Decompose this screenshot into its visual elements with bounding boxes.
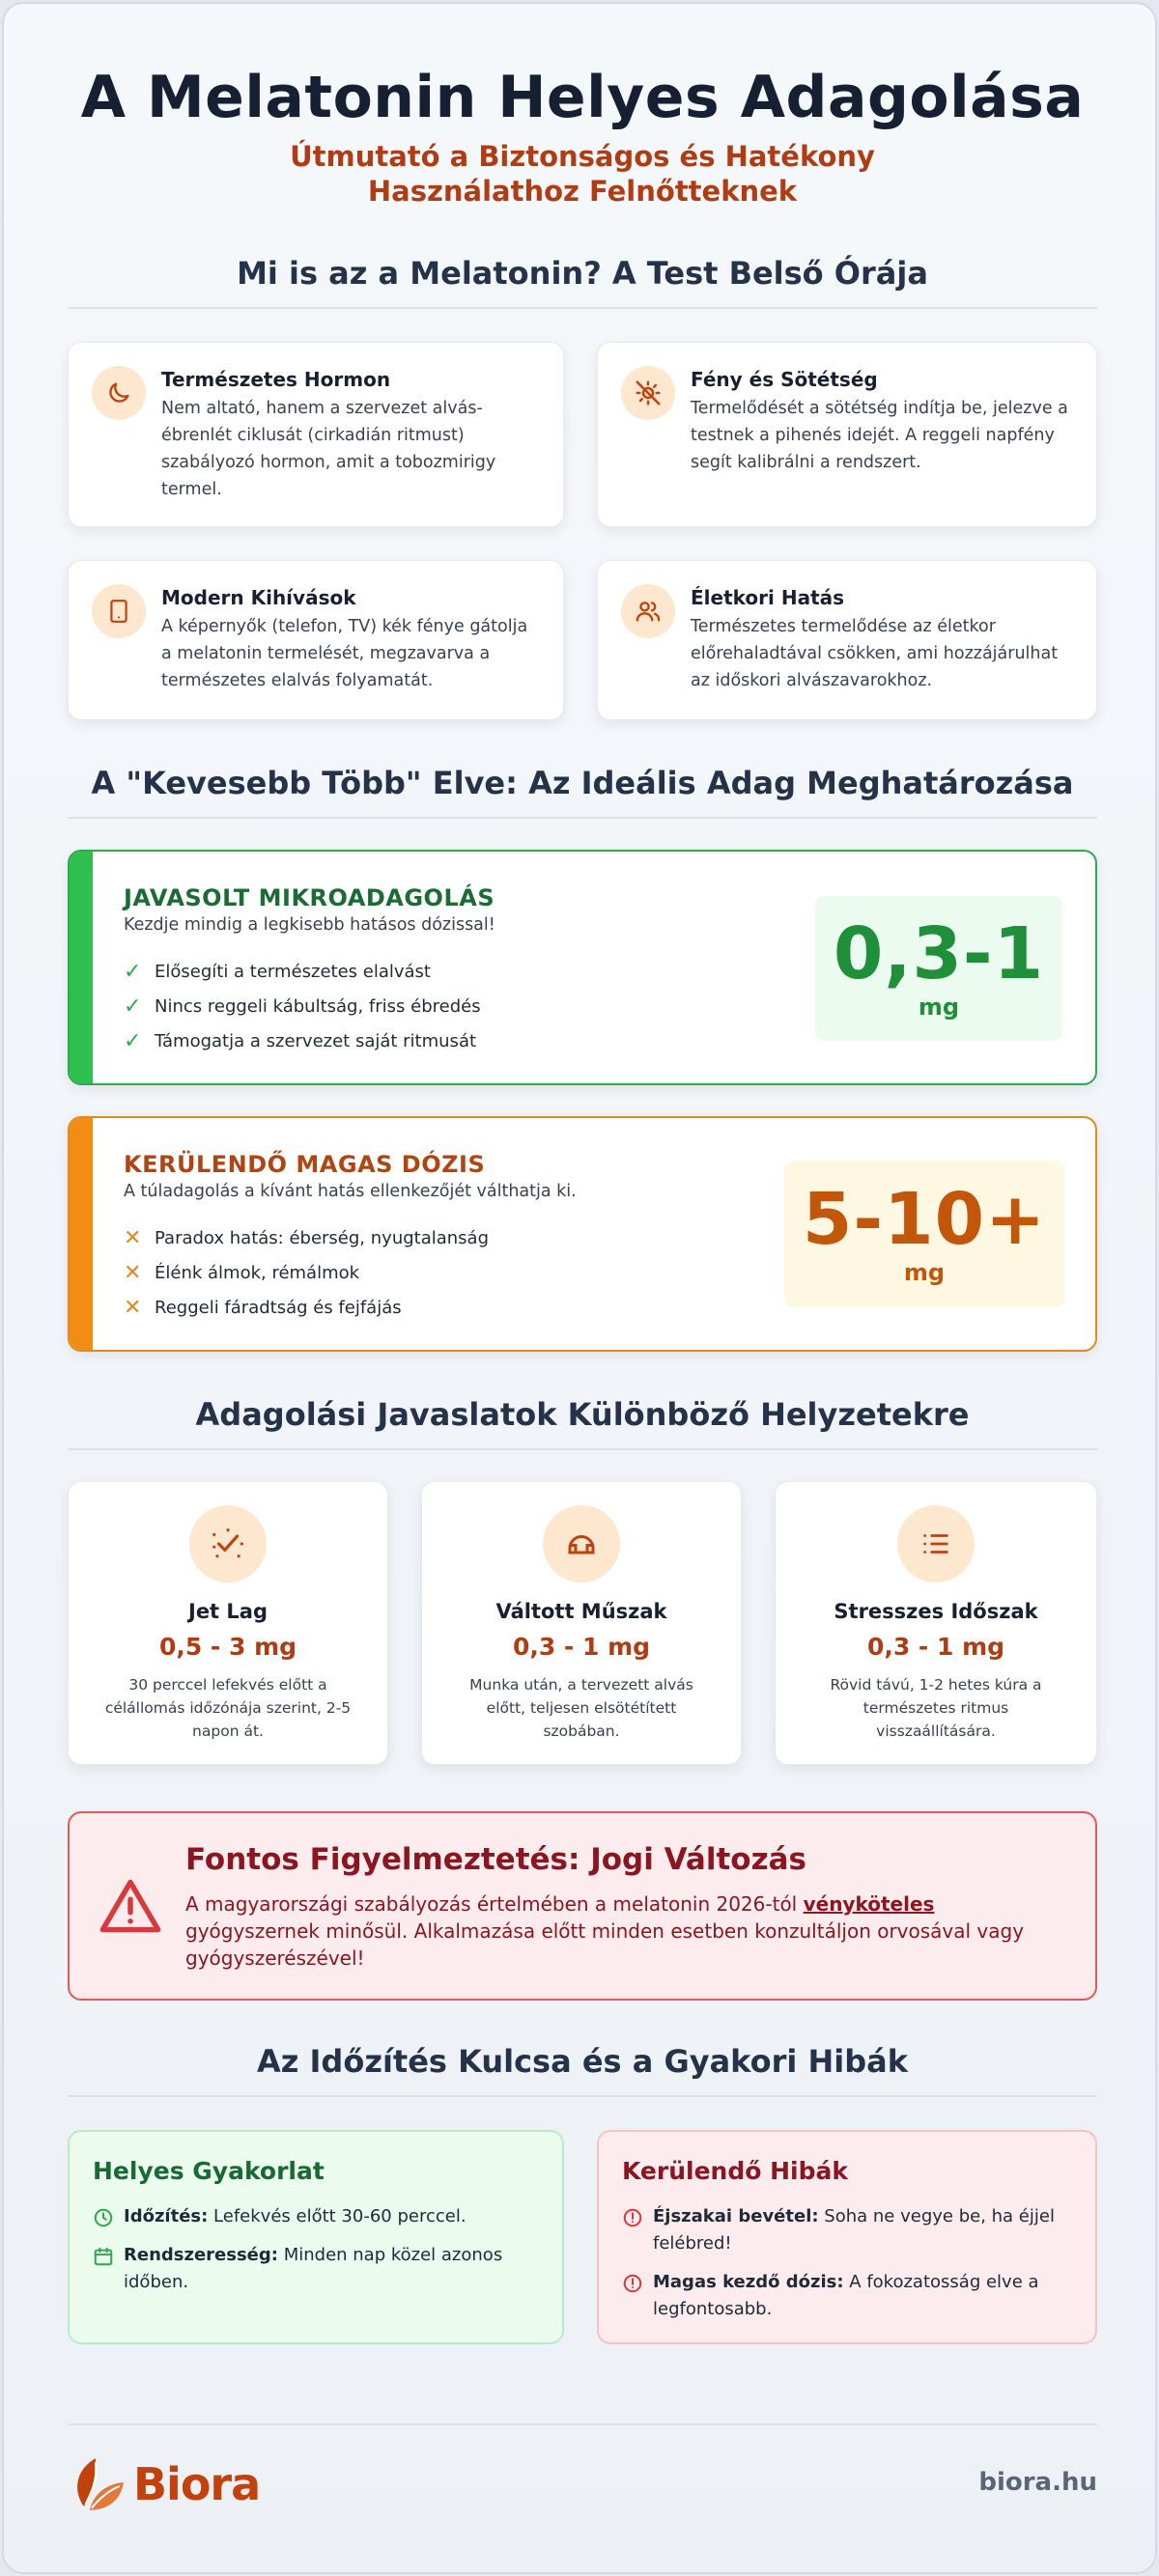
page-title: A Melatonin Helyes Adagolása <box>80 64 1085 131</box>
dose-section-title: A "Kevesebb Több" Elve: Az Ideális Adag Meghatározása <box>91 765 1074 801</box>
high-dose-value: 5-10+ <box>802 1178 1047 1261</box>
recommended-dose-value: 0,3-1 <box>833 912 1045 995</box>
tablet-icon <box>92 584 146 638</box>
list-icon <box>897 1505 975 1582</box>
high-dose-title: KERÜLENDŐ MAGAS DÓZIS <box>124 1151 486 1178</box>
situation-dose: 0,5 - 3 mg <box>158 1633 297 1661</box>
info-card-title: Fény és Sötétség <box>691 368 878 391</box>
check-icon: ✓ <box>124 994 142 1019</box>
high-dose-unit: mg <box>903 1259 946 1286</box>
situation-card-jetlag <box>68 1481 388 1765</box>
alert-circle-icon <box>622 2203 653 2232</box>
high-dose-effects-list <box>124 1220 489 1325</box>
info-card-title: Életkori Hatás <box>691 586 845 609</box>
brand-logo[interactable] <box>68 2454 260 2514</box>
info-card-text: A képernyők (telefon, TV) kék fénye gátolja a melatonin termelését, megzavarva a természetes elalvás folyamatát. <box>161 617 528 690</box>
list-item: Magas kezdő dózis: A fokozatosság elve a legfontosabb. <box>622 2269 1072 2323</box>
check-icon: ✓ <box>124 959 142 984</box>
situations-section-title: Adagolási Javaslatok Különböző Helyzetekre <box>195 1396 970 1433</box>
list-item-text: Támogatja a szervezet saját ritmusát <box>155 1030 477 1051</box>
accent-bar <box>70 1118 93 1350</box>
good-practice-card <box>68 2130 564 2344</box>
sun-off-icon <box>621 366 675 420</box>
common-mistakes-title: Kerülendő Hibák <box>622 2157 848 2185</box>
good-practice-title: Helyes Gyakorlat <box>93 2157 325 2185</box>
list-item: Éjszakai bevétel: Soha ne vegye be, ha éjjel felébred! <box>622 2203 1072 2257</box>
info-card-screens <box>68 560 564 720</box>
info-card-title: Természetes Hormon <box>161 368 391 391</box>
high-dose-subtitle: A túladagolás a kívánt hatás ellenkezőjét válthatja ki. <box>124 1182 577 1201</box>
check-icon: ✓ <box>124 1028 142 1053</box>
situation-dose: 0,3 - 1 mg <box>866 1633 1005 1661</box>
list-item <box>124 1220 489 1255</box>
situation-title: Váltott Műszak <box>495 1600 667 1623</box>
headphones-icon <box>543 1505 620 1582</box>
situation-title: Stresszes Időszak <box>834 1600 1038 1623</box>
legal-warning-box <box>68 1811 1097 2001</box>
situation-text: 30 perccel lefekvés előtt a célállomás időzónája szerint, 2-5 napon át. <box>104 1676 352 1740</box>
situation-text: Munka után, a tervezett alvás előtt, teljesen elsötétített szobában. <box>469 1676 693 1740</box>
list-item <box>124 1290 489 1325</box>
list-item-text: Elősegíti a természetes elalvást <box>155 961 431 982</box>
plane-check-icon <box>189 1505 267 1582</box>
situation-card-shift <box>421 1481 742 1765</box>
list-item <box>124 989 481 1023</box>
website-link[interactable]: biora.hu <box>978 2468 1097 2497</box>
info-card-title: Modern Kihívások <box>161 586 356 609</box>
high-dose-warning-card <box>68 1116 1097 1352</box>
divider <box>68 2095 1097 2097</box>
recommended-subtitle: Kezdje mindig a legkisebb hatásos dózissal! <box>124 915 495 935</box>
recommended-benefits-list <box>124 954 481 1058</box>
cross-icon: ✕ <box>124 1260 142 1285</box>
brand-name: Biora <box>133 2458 261 2510</box>
warning-triangle-icon <box>99 1877 162 1939</box>
list-item <box>124 1023 481 1058</box>
recommended-dose-unit: mg <box>918 994 960 1021</box>
info-card-text: Természetes termelődése az életkor előrehaladtával csökken, ami hozzájárulhat az időskori alvászavarokhoz. <box>691 617 1059 690</box>
list-item-text: Reggeli fáradtság és fejfájás <box>155 1297 402 1318</box>
list-item <box>124 954 481 989</box>
alert-circle-icon <box>622 2269 653 2298</box>
info-card-text: Nem altató, hanem a szervezet alvás-ébrenlét ciklusát (cirkadián ritmust) szabályozó hormon, amit a tobozmirigy termel. <box>161 399 496 499</box>
list-item-text: Nincs reggeli kábultság, friss ébredés <box>155 995 481 1017</box>
warning-title: Fontos Figyelmeztetés: Jogi Változás <box>185 1842 807 1877</box>
situation-dose: 0,3 - 1 mg <box>512 1633 651 1661</box>
cross-icon: ✕ <box>124 1295 142 1320</box>
recommended-dose-card <box>68 850 1097 1085</box>
intro-section-title: Mi is az a Melatonin? A Test Belső Órája <box>237 255 928 292</box>
timing-section-title: Az Időzítés Kulcsa és a Gyakori Hibák <box>256 2043 908 2080</box>
recommended-dose-value-box <box>815 896 1062 1041</box>
divider <box>68 1448 1097 1450</box>
situation-title: Jet Lag <box>188 1600 268 1623</box>
footer-divider <box>68 2423 1097 2425</box>
content <box>68 4 1097 2576</box>
list-item-text: Élénk álmok, rémálmok <box>155 1262 360 1283</box>
list-item <box>124 1255 489 1290</box>
clock-icon <box>93 2203 124 2232</box>
divider <box>68 307 1097 309</box>
list-item: Időzítés: Lefekvés előtt 30-60 perccel. <box>93 2203 539 2232</box>
info-card-age <box>597 560 1097 720</box>
warning-text: A magyarországi szabályozás értelmében a melatonin 2026-tól vényköteles gyógyszernek minősül. Alkalmazása előtt minden esetben konzultáljon orvosával vagy gyógyszerészével! <box>185 1892 1025 1970</box>
divider <box>68 817 1097 819</box>
page-subtitle: Útmutató a Biztonságos és Hatékony Használathoz Felnőtteknek <box>290 140 875 209</box>
situation-text: Rövid távú, 1-2 hetes kúra a természetes ritmus visszaállítására. <box>830 1676 1042 1740</box>
cross-icon: ✕ <box>124 1225 142 1250</box>
recommended-title: JAVASOLT MIKROADAGOLÁS <box>124 884 495 911</box>
infographic-page <box>2 2 1157 2574</box>
calendar-icon <box>93 2242 124 2271</box>
high-dose-value-box <box>784 1161 1064 1307</box>
moon-icon <box>92 366 146 420</box>
common-mistakes-card <box>597 2130 1097 2344</box>
info-card-hormone <box>68 342 564 527</box>
info-card-text: Termelődését a sötétség indítja be, jelezve a testnek a pihenés idejét. A reggeli napfény segít kalibrálni a rendszert. <box>691 399 1068 472</box>
list-item-text: Paradox hatás: éberség, nyugtalanság <box>155 1227 490 1248</box>
users-icon <box>621 584 675 638</box>
warning-emphasis: vényköteles <box>803 1892 935 1916</box>
list-item: Rendszeresség: Minden nap közel azonos időben. <box>93 2242 539 2296</box>
situation-card-stress <box>775 1481 1097 1765</box>
info-card-light <box>597 342 1097 527</box>
accent-bar <box>70 852 93 1083</box>
leaf-logo-icon <box>68 2454 127 2514</box>
